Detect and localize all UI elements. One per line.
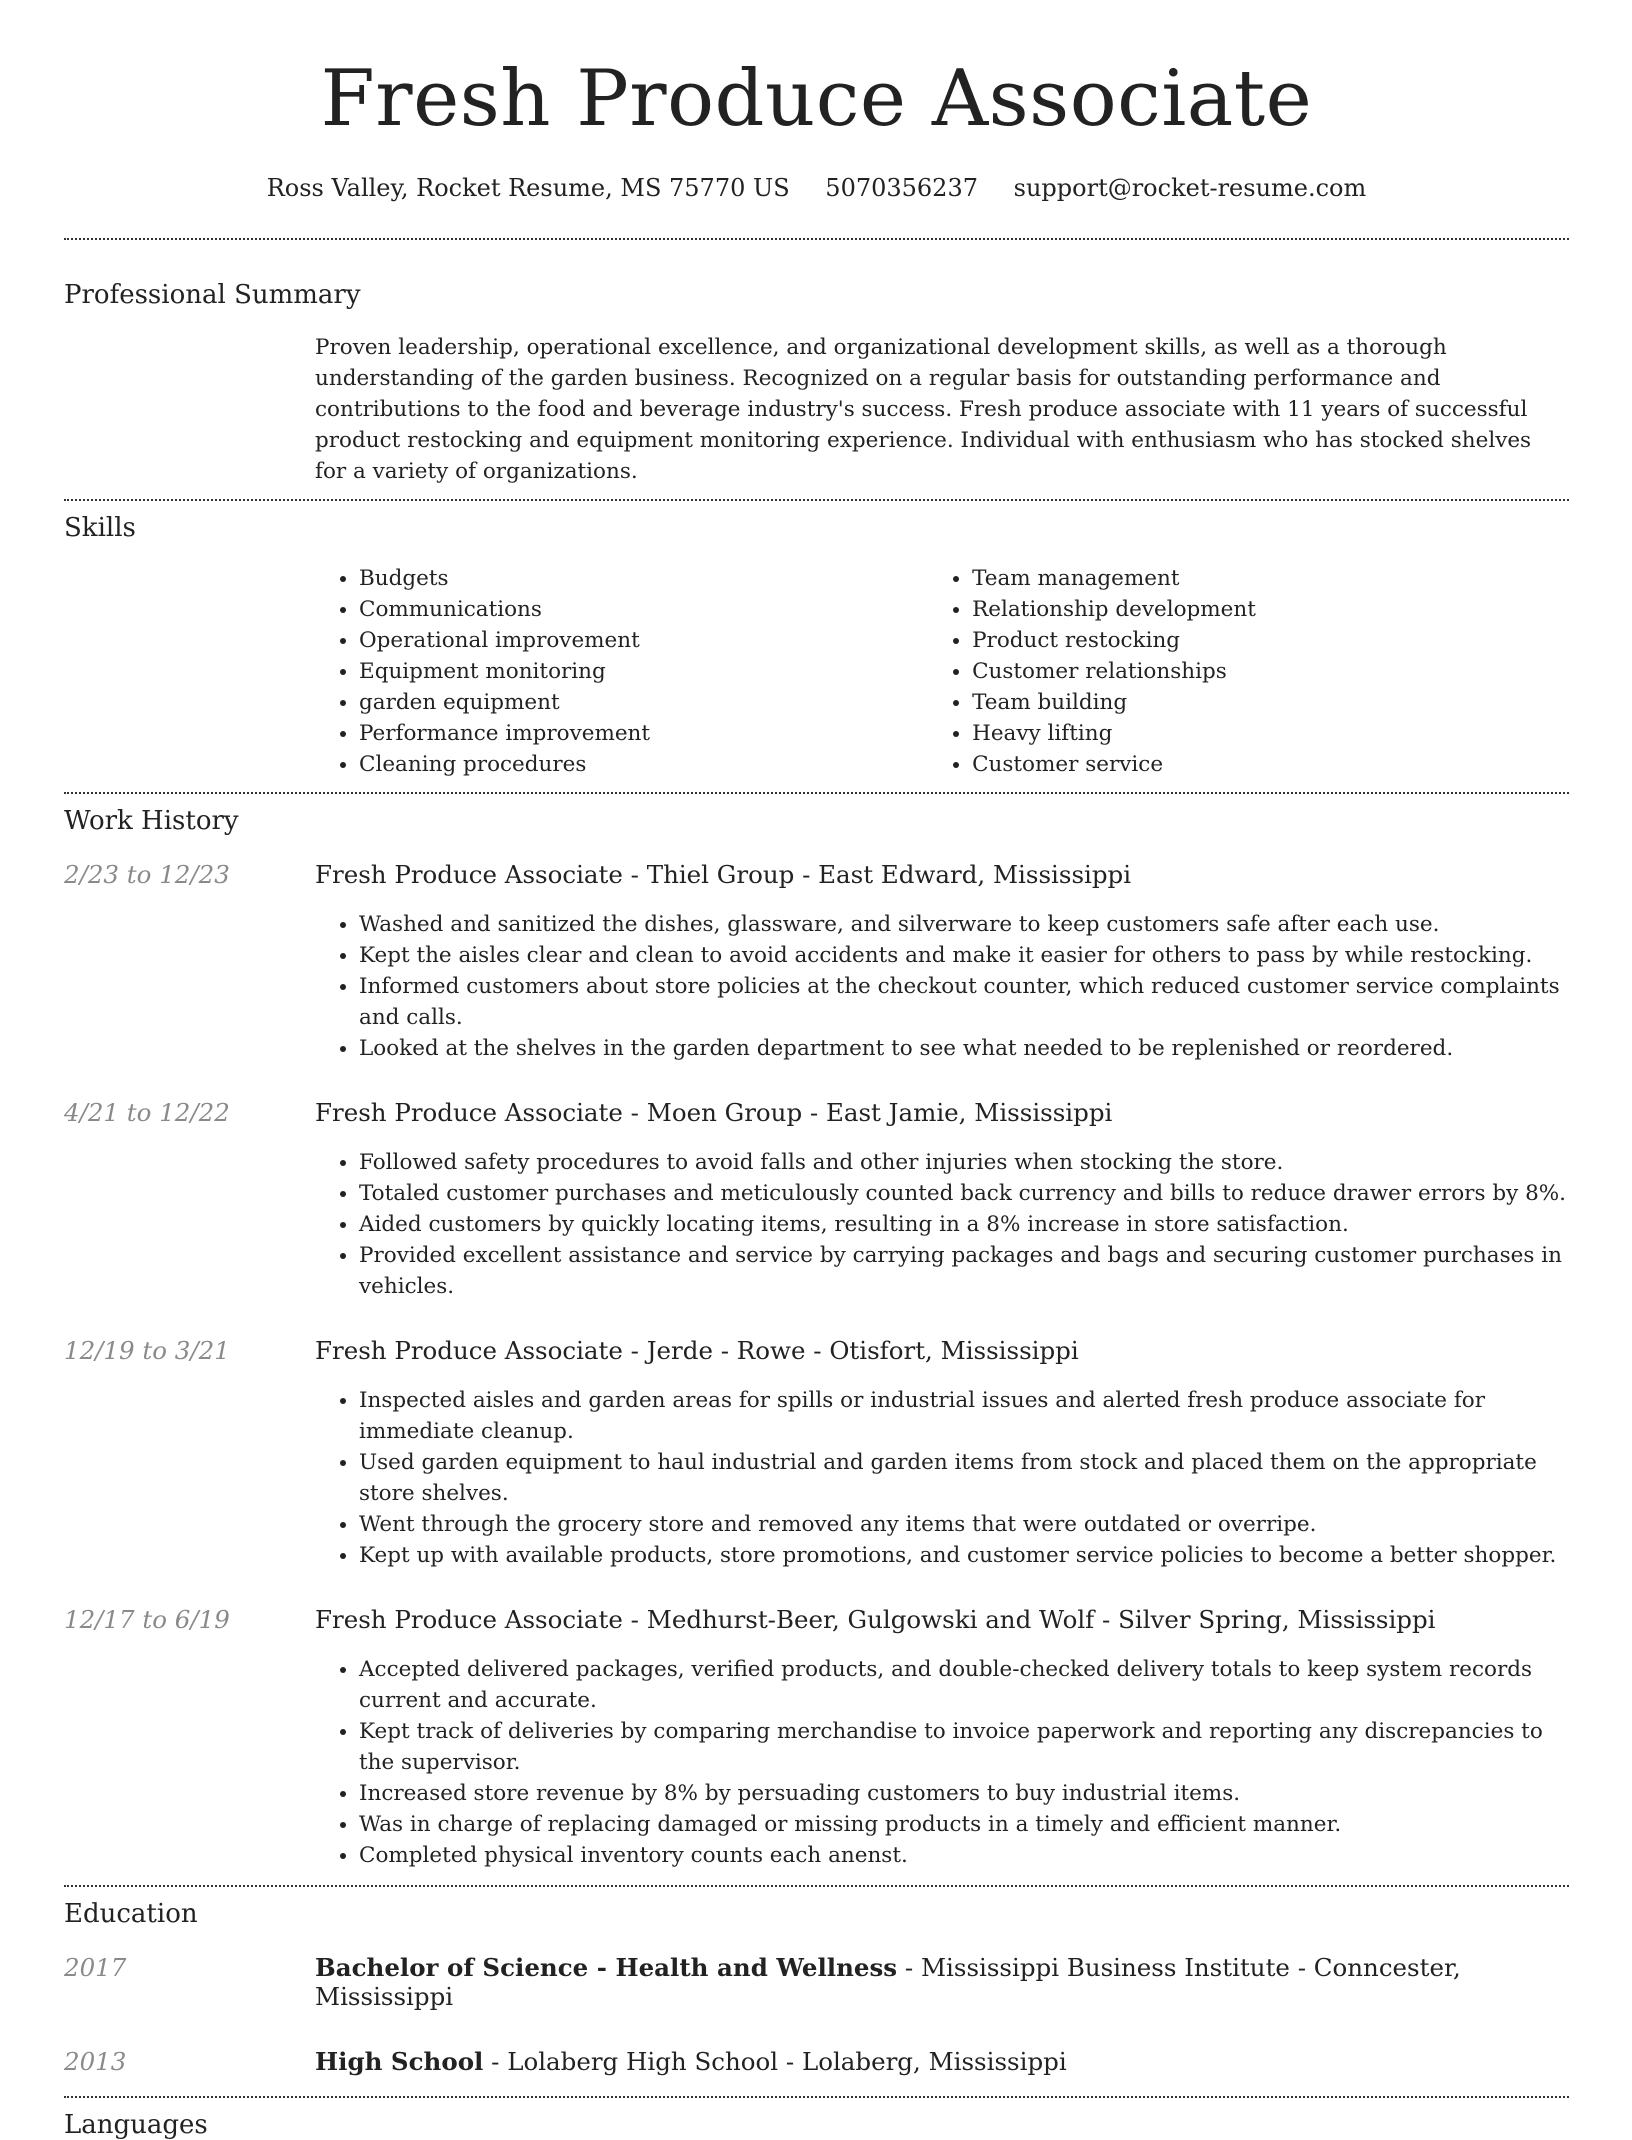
job-body xyxy=(315,1605,1569,1871)
job-bullet: • Completed physical inventory counts each anenst. xyxy=(359,1840,1569,1871)
resume-page xyxy=(64,0,1569,2140)
job-bullet: • Washed and sanitized the dishes, glassware, and silverware to keep customers safe after each use. xyxy=(359,909,1569,940)
job-body xyxy=(315,860,1569,1064)
skill-item: • Cleaning procedures xyxy=(359,749,928,780)
skill-item: • Performance improvement xyxy=(359,718,928,749)
skills-column-1 xyxy=(315,563,928,780)
education-heading: Education xyxy=(64,1899,198,1929)
section-divider xyxy=(64,499,1569,501)
job-role: Fresh Produce Associate xyxy=(315,1098,623,1127)
contact-phone: 5070356237 xyxy=(825,174,978,202)
job-bullet: • Kept the aisles clear and clean to avoid accidents and make it easier for others to pass by while restocking. xyxy=(359,940,1569,971)
job-bullet: • Used garden equipment to haul industrial and garden items from stock and placed them on the appropriate store shelves. xyxy=(359,1447,1569,1509)
job-role: Fresh Produce Associate xyxy=(315,860,623,889)
education-degree: Bachelor of Science - Health and Wellness xyxy=(315,1953,898,1982)
contact-email: support@rocket-resume.com xyxy=(1013,174,1367,202)
job-bullet: • Aided customers by quickly locating items, resulting in a 8% increase in store satisfaction. xyxy=(359,1209,1569,1240)
job-bullets xyxy=(315,1654,1569,1871)
job-role: Fresh Produce Associate xyxy=(315,1605,623,1634)
job-bullet: • Informed customers about store policies at the checkout counter, which reduced customer service complaints and calls. xyxy=(359,971,1569,1033)
section-divider xyxy=(64,1885,1569,1887)
job-bullets xyxy=(315,1147,1569,1302)
job-bullet: • Looked at the shelves in the garden department to see what needed to be replenished or reordered. xyxy=(359,1033,1569,1064)
job-bullet: • Was in charge of replacing damaged or missing products in a timely and efficient manner. xyxy=(359,1809,1569,1840)
job-dates: 12/19 to 3/21 xyxy=(64,1336,230,1365)
job-role: Fresh Produce Associate xyxy=(315,1336,623,1365)
skill-item: • garden equipment xyxy=(359,687,928,718)
job-title-line xyxy=(315,1605,1569,1634)
job-bullet: • Inspected aisles and garden areas for spills or industrial issues and alerted fresh produce associate for immediate cleanup. xyxy=(359,1385,1569,1447)
job-dates: 4/21 to 12/22 xyxy=(64,1098,230,1127)
job-entry xyxy=(64,1336,1569,1571)
education-entry xyxy=(64,1953,1569,2011)
education-year: 2013 xyxy=(64,2047,127,2076)
education-school: - Mississippi Business Institute - Conncester, Mississippi xyxy=(315,1953,1461,2011)
job-employer: - Moen Group - East Jamie, Mississippi xyxy=(622,1098,1113,1127)
contact-line xyxy=(64,174,1569,202)
education-year: 2017 xyxy=(64,1953,127,1982)
job-entry xyxy=(64,1605,1569,1871)
job-bullet: • Kept up with available products, store promotions, and customer service policies to become a better shopper. xyxy=(359,1540,1569,1571)
work-history-heading: Work History xyxy=(64,806,239,836)
job-bullet: • Totaled customer purchases and meticulously counted back currency and bills to reduce drawer errors by 8%. xyxy=(359,1178,1569,1209)
skills-list xyxy=(315,563,1569,780)
education-degree: High School xyxy=(315,2047,484,2076)
skill-item: • Communications xyxy=(359,594,928,625)
job-bullet: • Followed safety procedures to avoid falls and other injuries when stocking the store. xyxy=(359,1147,1569,1178)
skill-item: • Team building xyxy=(972,687,1569,718)
job-employer: - Medhurst-Beer, Gulgowski and Wolf - Silver Spring, Mississippi xyxy=(622,1605,1436,1634)
job-bullet: • Kept track of deliveries by comparing merchandise to invoice paperwork and reporting any discrepancies to the supervisor. xyxy=(359,1716,1569,1778)
skill-item: • Operational improvement xyxy=(359,625,928,656)
skills-column-2 xyxy=(928,563,1569,780)
languages-heading: Languages xyxy=(64,2110,208,2140)
skill-item: • Product restocking xyxy=(972,625,1569,656)
section-divider xyxy=(64,2096,1569,2098)
job-bullet: • Went through the grocery store and removed any items that were outdated or overripe. xyxy=(359,1509,1569,1540)
skill-item: • Heavy lifting xyxy=(972,718,1569,749)
job-bullet: • Accepted delivered packages, verified products, and double-checked delivery totals to keep system records current and accurate. xyxy=(359,1654,1569,1716)
summary-text: Proven leadership, operational excellence, and organizational development skills, as well as a thorough understanding of the garden business. Recognized on a regular basis for outstanding performance and contributions to the food and beverage industry's success. Fresh produce associate with 11 years of successful product restocking and equipment monitoring experience. Individual with enthusiasm who has stocked shelves for a variety of organizations. xyxy=(315,335,1532,484)
skill-item: • Customer service xyxy=(972,749,1569,780)
resume-name: Fresh Produce Associate xyxy=(320,54,1313,144)
education-line xyxy=(315,2047,1569,2076)
contact-address: Ross Valley, Rocket Resume, MS 75770 US xyxy=(266,174,790,202)
skill-item: • Equipment monitoring xyxy=(359,656,928,687)
job-title-line xyxy=(315,1336,1569,1365)
section-divider xyxy=(64,238,1569,240)
job-dates: 2/23 to 12/23 xyxy=(64,860,230,889)
job-title-line xyxy=(315,1098,1569,1127)
job-bullet: • Provided excellent assistance and service by carrying packages and bags and securing customer purchases in vehicles. xyxy=(359,1240,1569,1302)
job-body xyxy=(315,1098,1569,1302)
skill-item: • Relationship development xyxy=(972,594,1569,625)
job-bullets xyxy=(315,1385,1569,1571)
job-body xyxy=(315,1336,1569,1571)
job-entry xyxy=(64,860,1569,1064)
education-line xyxy=(315,1953,1569,2011)
job-employer: - Jerde - Rowe - Otisfort, Mississippi xyxy=(622,1336,1079,1365)
job-bullets xyxy=(315,909,1569,1064)
education-school: - Lolaberg High School - Lolaberg, Mississippi xyxy=(483,2047,1067,2076)
job-bullet: • Increased store revenue by 8% by persuading customers to buy industrial items. xyxy=(359,1778,1569,1809)
skill-item: • Team management xyxy=(972,563,1569,594)
job-dates: 12/17 to 6/19 xyxy=(64,1605,230,1634)
job-title-line xyxy=(315,860,1569,889)
section-divider xyxy=(64,792,1569,794)
job-entry xyxy=(64,1098,1569,1302)
skill-item: • Budgets xyxy=(359,563,928,594)
skills-heading: Skills xyxy=(64,513,136,543)
job-employer: - Thiel Group - East Edward, Mississippi xyxy=(622,860,1132,889)
summary-heading: Professional Summary xyxy=(64,280,361,310)
education-entry xyxy=(64,2047,1569,2076)
skill-item: • Customer relationships xyxy=(972,656,1569,687)
